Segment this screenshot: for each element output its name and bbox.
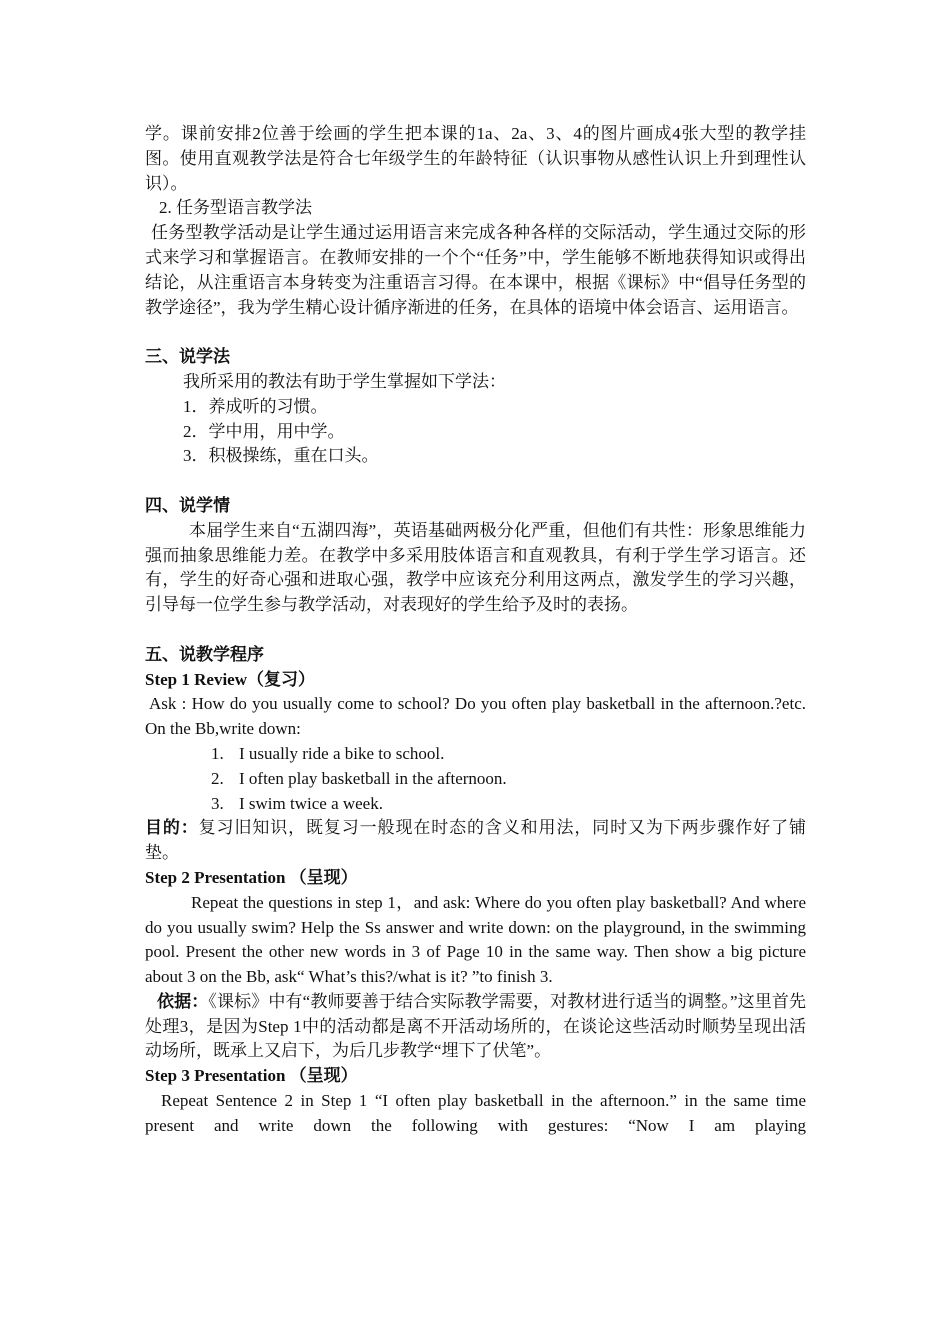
list-item xyxy=(145,767,806,792)
section-3-intro: 我所采用的教法有助于学生掌握如下学法： xyxy=(183,371,506,391)
intro-paragraph: 学。课前安排2位善于绘画的学生把本课的1a、2a、3、4的图片画成4张大型的教学挂图。使用直观教学法是符合七年级学生的年龄特征（认识事物从感性认识上升到理性认识）。 xyxy=(145,124,806,193)
method-2-body: 任务型教学活动是让学生通过运用语言来完成各种各样的交际活动，学生通过交际的形式来学习和掌握语言。在教师安排的一个个“任务”中，学生能够不断地获得知识或得出结论，从注重语言本身转变为注重语言习得。在本课中，根据《课标》中“倡导任务型的教学途径”，我为学生精心设计循序渐进的任务，在具体的语境中体会语言、运用语言。 xyxy=(145,223,806,317)
list-text: I swim twice a week. xyxy=(239,793,383,813)
list-number: 2. xyxy=(211,768,224,788)
spacer xyxy=(145,320,806,345)
step-1-sentence-list xyxy=(145,742,806,816)
study-method-item: 1．养成听的习惯。 xyxy=(183,396,328,416)
section-4-body: 本届学生来自“五湖四海”，英语基础两极分化严重，但他们有共性：形象思维能力强而抽象思维能力差。在教学中多采用肢体语言和直观教具，有利于学生学习语言。还有，学生的好奇心强和进取心强，教学中应该充分利用这两点，激发学生的学习兴趣，引导每一位学生参与教学活动，对表现好的学生给予及时的表扬。 xyxy=(145,520,806,615)
list-text: I usually ride a bike to school. xyxy=(239,743,445,763)
step-2-title: Step 2 Presentation （呈现） xyxy=(145,867,358,887)
section-3-heading: 三、说学法 xyxy=(145,347,230,367)
step-1-title: Step 1 Review（复习） xyxy=(145,669,315,689)
list-item xyxy=(145,742,806,767)
step-3-body: Repeat Sentence 2 in Step 1 “I often play basketball in the afternoon.” in the same time present and write down the following with gestures: “Now I am playing xyxy=(145,1091,806,1135)
basis-label: 依据： xyxy=(157,991,209,1011)
list-number: 1. xyxy=(211,743,224,763)
step-2-body: Repeat the questions in step 1，and ask: Where do you often play basketball? And where do you usually swim? Help the Ss answer and write down: on the playground, in the swimming pool. Present the other new words in 3 of Page 10 in the same way. Then show a big picture about 3 on the Bb, ask“ What’s this?/what is it? ”to finish 3. xyxy=(145,892,806,987)
spacer xyxy=(145,618,806,643)
spacer xyxy=(145,469,806,494)
section-4-heading: 四、说学情 xyxy=(145,495,230,515)
step-1-purpose xyxy=(145,816,806,866)
list-number: 3. xyxy=(211,793,224,813)
list-text: I often play basketball in the afternoon. xyxy=(239,768,507,788)
purpose-label: 目的： xyxy=(145,818,199,838)
step-1-ask: Ask : How do you usually come to school? Do you often play basketball in the afternoon.?etc. On the Bb,write down: xyxy=(145,694,806,739)
purpose-text: 复习旧知识，既复习一般现在时态的含义和用法，同时又为下两步骤作好了铺垫。 xyxy=(145,818,807,863)
document-page xyxy=(145,122,806,1139)
list-item xyxy=(145,792,806,817)
section-5-heading: 五、说教学程序 xyxy=(145,644,264,664)
study-method-item: 2．学中用，用中学。 xyxy=(183,421,345,441)
method-2-title: 2. 任务型语言教学法 xyxy=(159,198,312,218)
basis-text: 《课标》中有“教师要善于结合实际教学需要，对教材进行适当的调整。”这里首先处理3，是因为Step 1中的活动都是离不开活动场所的，在谈论这些活动时顺势呈现出活动场所，既承上又启下，为后几步教学“埋下了伏笔”。 xyxy=(145,991,807,1061)
step-3-title: Step 3 Presentation （呈现） xyxy=(145,1066,358,1086)
study-method-item: 3．积极操练，重在口头。 xyxy=(183,446,379,466)
step-2-basis xyxy=(145,990,806,1064)
